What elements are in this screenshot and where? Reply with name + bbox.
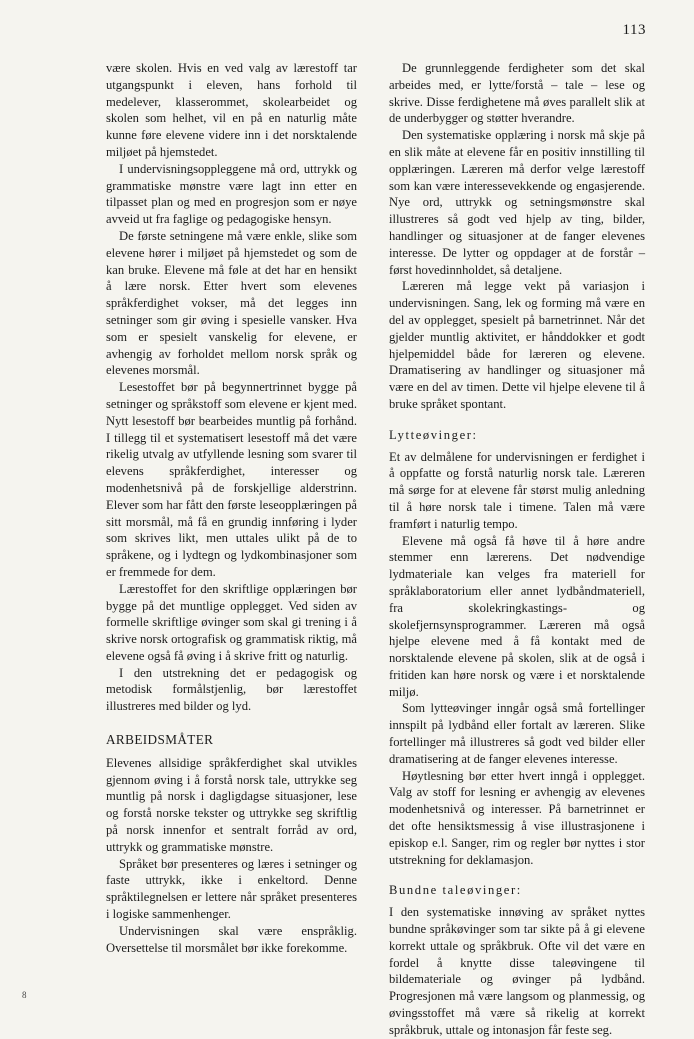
paragraph: I den utstrekning det er pedagogisk og metodisk formålstjenlig, bør lærestoffet illustreres med bilder og lyd. (106, 665, 357, 714)
paragraph: Undervisningen skal være enspråklig. Oversettelse til morsmålet bør ikke forekomme. (106, 923, 357, 955)
section-heading-arbeidsmater: ARBEIDSMÅTER (106, 732, 214, 748)
paragraph: Lærestoffet for den skriftlige opplæringen bør bygge på det muntlige opplegget. Ved siden av formelle skriftlige øvinger som skal gi trening i å skrive norsk ortografisk og grammatisk riktig, må elevene også få øving i å skrive fritt og naturlig. (106, 581, 357, 663)
paragraph: I undervisningsoppleggene må ord, uttrykk og grammatiske mønstre være lagt inn etter en tilpasset plan og med en progresjon som er nøye avveid ut fra faglige og pedagogiske hensyn. (106, 161, 357, 227)
paragraph: Et av delmålene for undervisningen er ferdighet i å oppfatte og forstå naturlig norsk tale. Læreren må sørge for at elevene får størst mulig anledning til å høre norsk tale i timene. Talen må være framført i naturlig tempo. (389, 449, 645, 531)
paragraph: Læreren må legge vekt på variasjon i undervisningen. Sang, lek og forming må være en del av opplegget, spesielt på barnetrinnet. Når det gjelder muntlig aktivitet, er hånddokker et godt hjelpemiddel både for læreren og elevene. Dramatisering av handlinger og situasjoner må være en del av timen. Dette vil hjelpe elevene til å bruke språket spontant. (389, 279, 645, 411)
paragraph: Høytlesning bør etter hvert inngå i opplegget. Valg av stoff for lesning er avhengig av elevenes modenhetsnivå og interesser. På barnetrinnet er det ofte hensiktsmessig å vise illustrasjonene i episkop e.l. Sanger, rim og regler bør nyttes i stor utstrekning for deklamasjon. (389, 768, 645, 867)
paragraph: Den systematiske opplæring i norsk må skje på en slik måte at elevene får en positiv innstilling til opplæringen. Læreren må derfor velge lærestoff som kan være interessevekkende og engasjerende. Nye ord, uttrykk og setningsmønstre skal illustreres så godt ved hjelp av ting, bilder, handlinger og situasjoner at de fanger elevenes interesse. De lytter og oppdager at de forstår – først hovedinnholdet, så detaljene. (389, 128, 645, 277)
paragraph: Språket bør presenteres og læres i setninger og faste uttrykk, ikke i enkeltord. Denne språktilegnelsen er lettere når språket presenteres i logiske sammenhenger. (106, 856, 357, 922)
page-number: 113 (622, 22, 646, 38)
subheading-lytteovinger: Lytteøvinger: (389, 427, 478, 442)
paragraph: De grunnleggende ferdigheter som det skal arbeides med, er lytte/forstå – tale – lese og skrive. Disse ferdighetene må øves parallelt slik at de underbygger og støtter hverandre. (389, 61, 645, 126)
corner-mark: 8 (22, 990, 27, 1000)
paragraph: Elevene må også få høve til å høre andre stemmer enn lærerens. Det nødvendige lydmateriale kan velges fra materiell for språklaboratorium eller annet lydbåndmateriell, fra skolekringkastings- og skolefjernsynsprogrammer. Læreren må også hjelpe elevene med å få kontakt med de norsktalende elevene på skolen, slik at de også i fritiden kan høre norsk og være i et norsktalende miljø. (389, 533, 645, 699)
paragraph: være skolen. Hvis en ved valg av lærestoff tar utgangspunkt i eleven, hans forhold til medelever, klasserommet, skolearbeidet og skolen som helhet, vil en på en naturlig måte kunne føre elevene videre inn i det norsktalende miljøet på hjemstedet. (106, 61, 357, 159)
right-column (389, 60, 645, 1039)
paragraph: De første setningene må være enkle, slike som elevene hører i miljøet på hjemstedet og som de kan bruke. Elevene må føle at det har en hensikt å lære norsk. Etter hvert som elevenes språkferdighet vokser, må det legges inn setninger som gir øving i spesielle vansker. Hva som er spesielt vanskelig for elevene, er avhengig av forholdet mellom norsk språk og elevenes morsmål. (106, 228, 357, 378)
paragraph: Som lytteøvinger inngår også små fortellinger innspilt på lydbånd eller fortalt av læreren. Slike fortellinger må illustreres så godt ved bilder eller dramatisering at de fanger elevenes interesse. (389, 701, 645, 766)
subheading-bundne-taleovinger: Bundne taleøvinger: (389, 883, 522, 898)
paragraph: Lesestoffet bør på begynnertrinnet bygge på setninger og språkstoff som elevene er kjent med. Nytt lesestoff bør bearbeides muntlig på forhånd. I tillegg til et systematisert lesestoff må det være rikelig utvalg av utfyllende lesning som svarer til elevens språkferdighet, interesser og modenhetsnivå på de forskjellige alderstrinn. Elever som har fått den første leseopplæringen på sitt morsmål, må få en grundig innføring i lyder som skrives likt, men uttales ulikt på de to språkene, og i lydtegn og lydkombinasjoner som er fremmede for dem. (106, 380, 357, 579)
paragraph: I den systematiske innøving av språket nyttes bundne språkøvinger som tar sikte på å gi elevene korrekt uttale og språkbruk. Ofte vil det være en fordel å knytte disse taleøvingene til bildemateriale og øvinger på lydbånd. Progresjonen må være langsom og planmessig, og øvingsstoffet må være så rikelig at korrekt språkbruk, uttale og intonasjon får feste seg. (389, 905, 645, 1037)
left-column (106, 60, 357, 956)
paragraph: Elevenes allsidige språkferdighet skal utvikles gjennom øving i å forstå norsk tale, uttrykke seg muntlig på norsk i dagligdagse situasjoner, lese og forstå norske tekster og uttrykke seg skriftlig på norsk innenfor et sentralt forråd av ord, uttrykk og grammatiske mønstre. (106, 755, 357, 854)
